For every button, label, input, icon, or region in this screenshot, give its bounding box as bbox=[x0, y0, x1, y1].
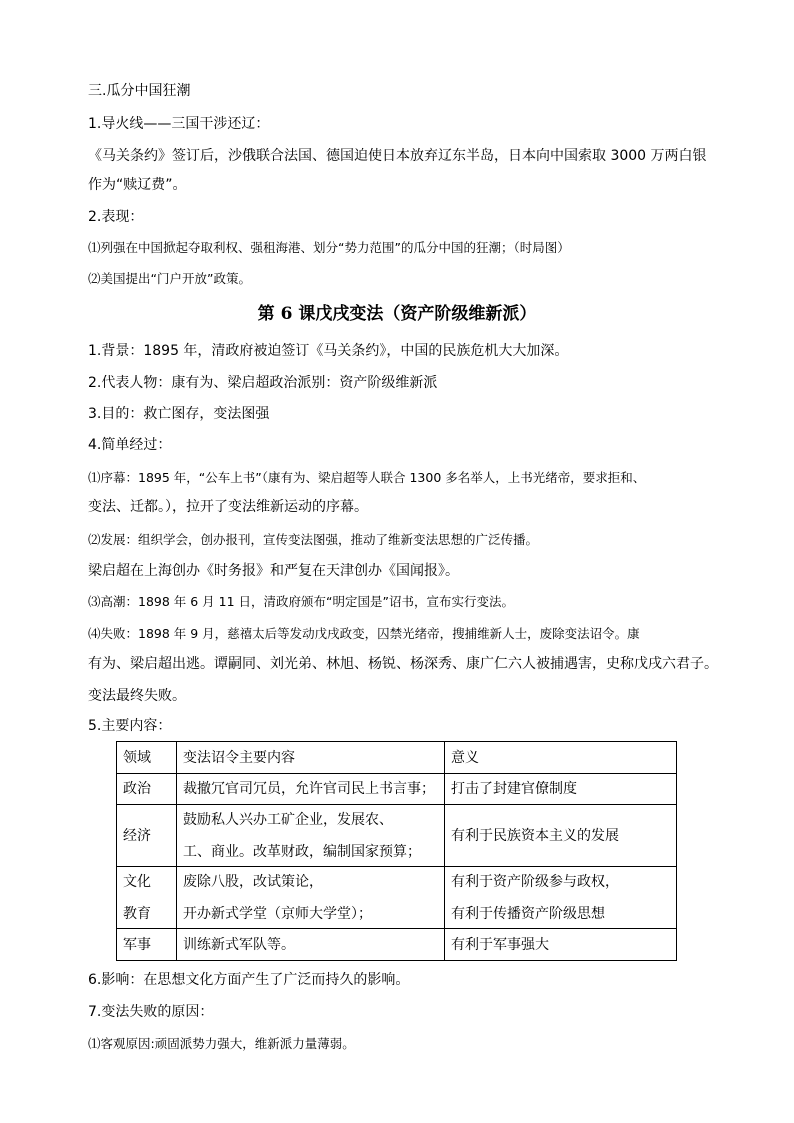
content-cell-line: 开办新式学堂（京师大学堂）； bbox=[183, 905, 372, 922]
lesson-title: 第 6 课戊戌变法（资产阶级维新派） bbox=[257, 304, 537, 324]
climax-line: ⑶高潮：1898 年 6 月 11 日，清政府颁布“明定国是”诏书，宣布实行变法。 bbox=[88, 594, 514, 609]
develop-line-2: 梁启超在上海创办《时务报》和严复在天津创办《国闻报》。 bbox=[88, 563, 459, 579]
reason-item-1: ⑴客观原因:顽固派势力强大，维新派力量薄弱。 bbox=[88, 1036, 355, 1051]
meaning-cell bbox=[445, 867, 677, 929]
failure-line-3: 变法最终失败。 bbox=[88, 688, 186, 704]
field-cell-line: 教育 bbox=[123, 905, 151, 922]
content-cell-line: 工、商业。改革财政，编制国家预算； bbox=[183, 843, 421, 860]
manifest-item-1: ⑴列强在中国掀起夺取利权、强租海港、划分“势力范围”的瓜分中国的狂潮；（时局图） bbox=[88, 240, 570, 255]
reasons-title: 7.变法失败的原因： bbox=[88, 1004, 214, 1020]
influence-line: 6.影响：在思想文化方面产生了广泛而持久的影响。 bbox=[88, 972, 410, 988]
field-cell: 经济 bbox=[117, 805, 177, 867]
field-cell-line: 文化 bbox=[123, 873, 151, 890]
table-row bbox=[117, 929, 677, 961]
meaning-cell: 有利于军事强大 bbox=[445, 929, 677, 961]
prelude-line-2: 变法、迁都。），拉开了变法维新运动的序幕。 bbox=[88, 499, 368, 515]
content-cell: 裁撤冗官司冗员，允许官司民上书言事； bbox=[177, 774, 445, 805]
reform-table bbox=[116, 741, 677, 961]
header-content: 变法诏令主要内容 bbox=[177, 742, 445, 774]
field-cell bbox=[117, 867, 177, 929]
background-line: 1.背景：1895 年，清政府被迫签订《马关条约》，中国的民族危机大大加深。 bbox=[88, 343, 569, 359]
meaning-cell: 打击了封建官僚制度 bbox=[445, 774, 677, 805]
section-heading: 三.瓜分中国狂潮 bbox=[88, 83, 191, 99]
process-title: 4.简单经过： bbox=[88, 437, 172, 453]
content-cell bbox=[177, 805, 445, 867]
failure-line-2: 有为、梁启超出逃。谭嗣同、刘光弟、林旭、杨锐、杨深秀、康广仁六人被捕遇害，史称戊戌六君子。 bbox=[88, 656, 718, 672]
field-cell: 政治 bbox=[117, 774, 177, 805]
table-row bbox=[117, 805, 677, 867]
purpose-line: 3.目的：救亡图存，变法图强 bbox=[88, 406, 270, 422]
fuse-text-line-1: 《马关条约》签订后，沙俄联合法国、德国迫使日本放弃辽东半岛，日本向中国索取 3000 万两白银 bbox=[88, 148, 707, 164]
develop-line-1: ⑵发展：组织学会，创办报刊，宣传变法图强，推动了维新变法思想的广泛传播。 bbox=[88, 532, 539, 547]
header-field: 领域 bbox=[117, 742, 177, 774]
field-cell: 军事 bbox=[117, 929, 177, 961]
failure-line-1: ⑷失败：1898 年 9 月，慈禧太后等发动戊戌政变，囚禁光绪帝，搜捕维新人士，废除变法诏令。康 bbox=[88, 626, 640, 641]
content-cell-line: 废除八股，改试策论， bbox=[183, 873, 323, 890]
meaning-cell: 有利于民族资本主义的发展 bbox=[445, 805, 677, 867]
meaning-cell-line: 有利于传播资产阶级思想 bbox=[451, 905, 605, 922]
table-row bbox=[117, 774, 677, 805]
content-cell: 训练新式军队等。 bbox=[177, 929, 445, 961]
figures-line: 2.代表人物：康有为、梁启超政治派别：资产阶级维新派 bbox=[88, 375, 438, 391]
table-row bbox=[117, 867, 677, 929]
table-header-row bbox=[117, 742, 677, 774]
content-cell-line: 鼓励私人兴办工矿企业，发展农、 bbox=[183, 811, 393, 828]
content-cell bbox=[177, 867, 445, 929]
fuse-title: 1.导火线——三国干涉还辽： bbox=[88, 116, 270, 132]
prelude-line-1: ⑴序幕：1895 年，“公车上书”（康有为、梁启超等人联合 1300 多名举人，上书光绪帝，要求拒和、 bbox=[88, 470, 646, 485]
fuse-text-line-2: 作为“赎辽费”。 bbox=[88, 177, 187, 193]
meaning-cell-line: 有利于资产阶级参与政权， bbox=[451, 873, 619, 890]
header-meaning: 意义 bbox=[445, 742, 677, 774]
manifest-item-2: ⑵美国提出“门户开放”政策。 bbox=[88, 271, 251, 286]
content-title: 5.主要内容： bbox=[88, 718, 172, 734]
manifest-title: 2.表现： bbox=[88, 209, 144, 225]
